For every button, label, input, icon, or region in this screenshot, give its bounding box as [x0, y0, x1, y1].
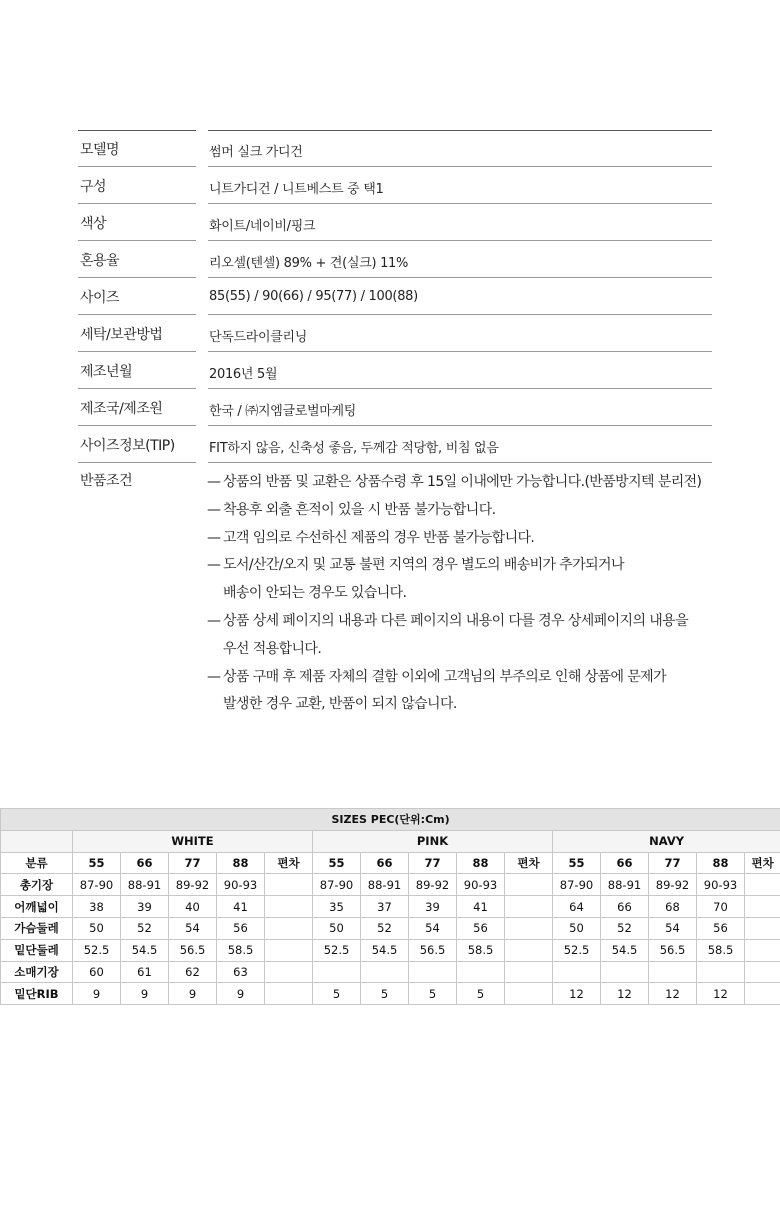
spec-cell: 9	[169, 983, 217, 1005]
table-row	[1, 917, 780, 939]
spec-cell	[361, 961, 409, 983]
spec-cell	[745, 939, 780, 961]
spec-cell: 50	[313, 917, 361, 939]
spec-cell: 89-92	[409, 874, 457, 896]
size-spec-table	[0, 808, 780, 1005]
spec-cell: 41	[217, 896, 265, 918]
divider	[208, 462, 712, 463]
info-value: 한국 / ㈜지엠글로벌마케팅	[209, 404, 357, 419]
spec-cell: 37	[361, 896, 409, 918]
spec-header-cell: 55	[313, 852, 361, 874]
spec-cell	[313, 961, 361, 983]
spec-cell	[505, 939, 553, 961]
info-row	[78, 315, 712, 352]
spec-cell	[649, 961, 697, 983]
spec-row-label: 총기장	[1, 874, 73, 896]
spec-cell: 50	[553, 917, 601, 939]
info-row	[78, 426, 712, 463]
info-label: 세탁/보관방법	[80, 327, 163, 343]
spec-header-cell: 편차	[745, 852, 780, 874]
dash-bullet-icon: —	[207, 474, 221, 490]
spec-cell: 50	[73, 917, 121, 939]
spec-cell: 54.5	[601, 939, 649, 961]
spec-header-cell: 88	[697, 852, 745, 874]
info-row	[78, 389, 712, 426]
spec-cell	[265, 961, 313, 983]
policy-note	[207, 552, 727, 608]
spec-cell: 70	[697, 896, 745, 918]
spec-header-cell: 66	[601, 852, 649, 874]
spec-cell: 88-91	[601, 874, 649, 896]
policy-note-text: 도서/산간/오지 및 교통 불편 지역의 경우 별도의 배송비가 추가되거나	[223, 557, 624, 574]
spec-cell: 56.5	[409, 939, 457, 961]
spec-cell: 12	[697, 983, 745, 1005]
info-value: FIT하지 않음, 신축성 좋음, 두께감 적당함, 비침 없음	[209, 441, 499, 456]
info-row	[78, 241, 712, 278]
spec-cell	[553, 961, 601, 983]
spec-header-cell: 55	[73, 852, 121, 874]
spec-cell: 56	[697, 917, 745, 939]
spec-cell	[265, 983, 313, 1005]
info-value: 단독드라이클리닝	[209, 330, 308, 345]
policy-note-text: 착용후 외출 흔적이 있을 시 반품 불가능합니다.	[223, 501, 496, 518]
info-row	[78, 352, 712, 389]
spec-cell	[505, 961, 553, 983]
policy-note-text: 상품 구매 후 제품 자체의 결함 이외에 고객님의 부주의로 인해 상품에 문제가	[223, 668, 666, 685]
info-value: 화이트/네이비/핑크	[209, 219, 316, 234]
spec-cell: 40	[169, 896, 217, 918]
spec-cell	[457, 961, 505, 983]
spec-title-row	[1, 809, 780, 831]
dash-bullet-icon: —	[207, 501, 221, 518]
return-policy-label: 반품조건	[80, 473, 133, 489]
spec-header-cell: 55	[553, 852, 601, 874]
spec-cell: 88-91	[361, 874, 409, 896]
spec-cell	[409, 961, 457, 983]
spec-cell: 54	[169, 917, 217, 939]
spec-cell: 41	[457, 896, 505, 918]
spec-header-cell: 66	[361, 852, 409, 874]
info-row	[78, 167, 712, 204]
spec-cell: 38	[73, 896, 121, 918]
info-value: 니트가디건 / 니트베스트 중 택1	[209, 182, 384, 197]
policy-note	[207, 608, 727, 664]
spec-cell: 12	[553, 983, 601, 1005]
spec-cell: 62	[169, 961, 217, 983]
dash-bullet-icon: —	[207, 529, 221, 546]
spec-cell: 54	[409, 917, 457, 939]
spec-cell: 60	[73, 961, 121, 983]
spec-cell: 58.5	[217, 939, 265, 961]
spec-cell: 39	[121, 896, 169, 918]
table-row	[1, 896, 780, 918]
table-row	[1, 961, 780, 983]
spec-cell: 87-90	[73, 874, 121, 896]
spec-row-label: 밑단둘레	[1, 939, 73, 961]
spec-cell: 5	[409, 983, 457, 1005]
spec-header-cell: 88	[217, 852, 265, 874]
spec-cell: 5	[457, 983, 505, 1005]
spec-cell: 58.5	[697, 939, 745, 961]
spec-row-label: 밑단RIB	[1, 983, 73, 1005]
spec-cell: 39	[409, 896, 457, 918]
policy-note-text: 상품 상세 페이지의 내용과 다른 페이지의 내용이 다를 경우 상세페이지의 내용을	[223, 612, 688, 629]
spec-cell	[505, 874, 553, 896]
spec-cell: 9	[217, 983, 265, 1005]
policy-note	[207, 525, 727, 553]
spec-cell: 87-90	[553, 874, 601, 896]
spec-header-cell: 편차	[265, 852, 313, 874]
spec-cell: 90-93	[217, 874, 265, 896]
spec-row-label: 소매기장	[1, 961, 73, 983]
spec-cell: 63	[217, 961, 265, 983]
policy-note-text: 고객 임의로 수선하신 제품의 경우 반품 불가능합니다.	[223, 529, 535, 546]
policy-note	[207, 664, 727, 720]
spec-cell	[265, 917, 313, 939]
info-value: 85(55) / 90(66) / 95(77) / 100(88)	[209, 289, 418, 304]
spec-cell: 5	[361, 983, 409, 1005]
spec-cell	[505, 983, 553, 1005]
spec-cell	[265, 896, 313, 918]
spec-cell: 12	[649, 983, 697, 1005]
dash-bullet-icon: —	[207, 668, 221, 685]
info-label: 사이즈	[80, 290, 120, 306]
spec-row-label: 가슴둘레	[1, 917, 73, 939]
spec-group-empty	[1, 830, 73, 852]
info-label: 혼용율	[80, 253, 120, 269]
spec-header-cell: 88	[457, 852, 505, 874]
dash-bullet-icon: —	[207, 612, 221, 629]
spec-cell: 52.5	[73, 939, 121, 961]
info-value: 리오셀(텐셀) 89% + 견(실크) 11%	[209, 256, 409, 271]
spec-group-header: WHITE	[73, 830, 313, 852]
spec-cell: 89-92	[169, 874, 217, 896]
dash-bullet-icon: —	[207, 557, 221, 574]
table-row	[1, 983, 780, 1005]
spec-cell	[505, 917, 553, 939]
spec-title: SIZES PEC(단위:Cm)	[1, 809, 780, 831]
spec-cell: 54	[649, 917, 697, 939]
spec-cell: 66	[601, 896, 649, 918]
spec-cell	[745, 874, 780, 896]
spec-cell: 35	[313, 896, 361, 918]
spec-cell: 68	[649, 896, 697, 918]
table-row	[1, 939, 780, 961]
policy-note-continuation: 우선 적용합니다.	[223, 640, 322, 657]
spec-cell	[745, 896, 780, 918]
spec-cell: 56.5	[169, 939, 217, 961]
spec-cell	[601, 961, 649, 983]
info-label: 사이즈정보(TIP)	[80, 438, 175, 454]
spec-cell: 52	[121, 917, 169, 939]
spec-cell: 88-91	[121, 874, 169, 896]
info-label: 제조년월	[80, 364, 133, 380]
spec-cell	[265, 874, 313, 896]
spec-cell: 90-93	[697, 874, 745, 896]
info-row	[78, 278, 712, 315]
spec-cell: 56	[457, 917, 505, 939]
policy-note	[207, 497, 727, 525]
spec-cell: 54.5	[121, 939, 169, 961]
spec-cell: 52	[601, 917, 649, 939]
spec-cell: 90-93	[457, 874, 505, 896]
info-value: 썸머 실크 가디건	[209, 145, 303, 160]
policy-note-continuation: 발생한 경우 교환, 반품이 되지 않습니다.	[223, 696, 457, 713]
spec-cell: 89-92	[649, 874, 697, 896]
return-policy-notes	[207, 469, 727, 719]
spec-header-cell: 분류	[1, 852, 73, 874]
table-row	[1, 874, 780, 896]
divider	[78, 462, 196, 463]
spec-header-cell: 77	[169, 852, 217, 874]
spec-cell: 5	[313, 983, 361, 1005]
info-row	[78, 204, 712, 241]
info-label: 구성	[80, 179, 107, 195]
info-label: 색상	[80, 216, 107, 232]
spec-cell: 58.5	[457, 939, 505, 961]
spec-cell: 52.5	[553, 939, 601, 961]
spec-cell: 56.5	[649, 939, 697, 961]
spec-cell: 12	[601, 983, 649, 1005]
spec-cell: 87-90	[313, 874, 361, 896]
spec-cell	[745, 983, 780, 1005]
spec-header-cell: 66	[121, 852, 169, 874]
spec-header-cell: 77	[409, 852, 457, 874]
policy-note	[207, 469, 727, 497]
spec-group-header: NAVY	[553, 830, 780, 852]
spec-cell: 9	[121, 983, 169, 1005]
spec-cell: 52.5	[313, 939, 361, 961]
spec-cell: 56	[217, 917, 265, 939]
spec-header-cell: 편차	[505, 852, 553, 874]
spec-cell: 9	[73, 983, 121, 1005]
spec-group-header: PINK	[313, 830, 553, 852]
info-label: 제조국/제조원	[80, 401, 163, 417]
spec-group-row	[1, 830, 780, 852]
spec-cell: 52	[361, 917, 409, 939]
info-label: 모델명	[80, 142, 120, 158]
spec-cell	[697, 961, 745, 983]
spec-cell: 64	[553, 896, 601, 918]
spec-cell: 61	[121, 961, 169, 983]
spec-cell	[745, 917, 780, 939]
spec-header-cell: 77	[649, 852, 697, 874]
spec-cell	[745, 961, 780, 983]
policy-note-continuation: 배송이 안되는 경우도 있습니다.	[223, 585, 407, 602]
policy-note-text: 상품의 반품 및 교환은 상품수령 후 15일 이내에만 가능합니다.(반품방지텍 분리전)	[223, 474, 702, 490]
spec-cell	[505, 896, 553, 918]
info-value: 2016년 5월	[209, 367, 278, 382]
spec-header-row	[1, 852, 780, 874]
spec-row-label: 어깨넓이	[1, 896, 73, 918]
spec-cell: 54.5	[361, 939, 409, 961]
spec-cell	[265, 939, 313, 961]
info-row	[78, 130, 712, 167]
